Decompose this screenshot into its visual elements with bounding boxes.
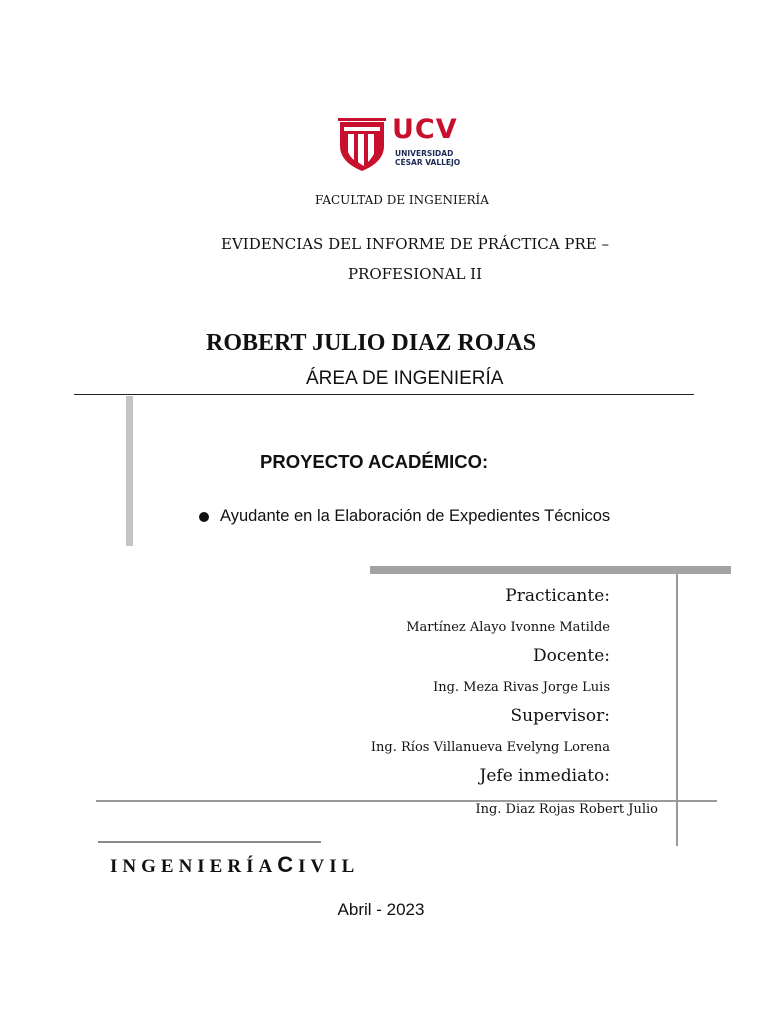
area-heading: ÁREA DE INGENIERÍA xyxy=(306,368,504,389)
career-initial: C xyxy=(277,852,299,877)
evidence-title-line1: EVIDENCIAS DEL INFORME DE PRÁCTICA PRE – xyxy=(221,235,609,253)
role-supervisor: Supervisor: xyxy=(510,706,610,726)
document-date: Abril - 2023 xyxy=(337,900,425,919)
person-jefe-inmediato: Ing. Diaz Rojas Robert Julio xyxy=(475,802,658,817)
person-practicante: Martínez Alayo Ivonne Matilde xyxy=(406,620,610,635)
top-divider xyxy=(74,394,694,395)
right-vertical-divider xyxy=(676,574,678,846)
career-part2: IVIL xyxy=(298,856,360,877)
logo-acronym: UCV xyxy=(392,114,458,145)
faculty-heading: FACULTAD DE INGENIERÍA xyxy=(315,193,489,207)
logo-name-line: CÉSAR VALLEJO xyxy=(395,158,461,167)
project-heading: PROYECTO ACADÉMICO: xyxy=(260,451,489,472)
role-jefe-inmediato: Jefe inmediato: xyxy=(479,766,610,786)
role-practicante: Practicante: xyxy=(505,586,610,606)
short-divider xyxy=(98,841,321,843)
author-name: ROBERT JULIO DIAZ ROJAS xyxy=(206,330,537,356)
person-docente: Ing. Meza Rivas Jorge Luis xyxy=(433,680,610,695)
career-title xyxy=(110,852,359,878)
bullet-icon xyxy=(199,512,209,522)
logo-university-line: UNIVERSIDAD xyxy=(395,149,454,158)
evidence-title-line2: PROFESIONAL II xyxy=(347,265,483,283)
role-docente: Docente: xyxy=(532,646,610,666)
right-accent-bar xyxy=(370,566,731,574)
project-item: Ayudante en la Elaboración de Expedientes Técnicos xyxy=(220,507,611,525)
career-part1: INGENIERÍA xyxy=(110,856,278,877)
person-supervisor: Ing. Ríos Villanueva Evelyng Lorena xyxy=(370,740,610,755)
ucv-shield-icon xyxy=(338,116,386,172)
university-logo xyxy=(338,116,468,172)
left-accent-bar xyxy=(126,396,133,546)
